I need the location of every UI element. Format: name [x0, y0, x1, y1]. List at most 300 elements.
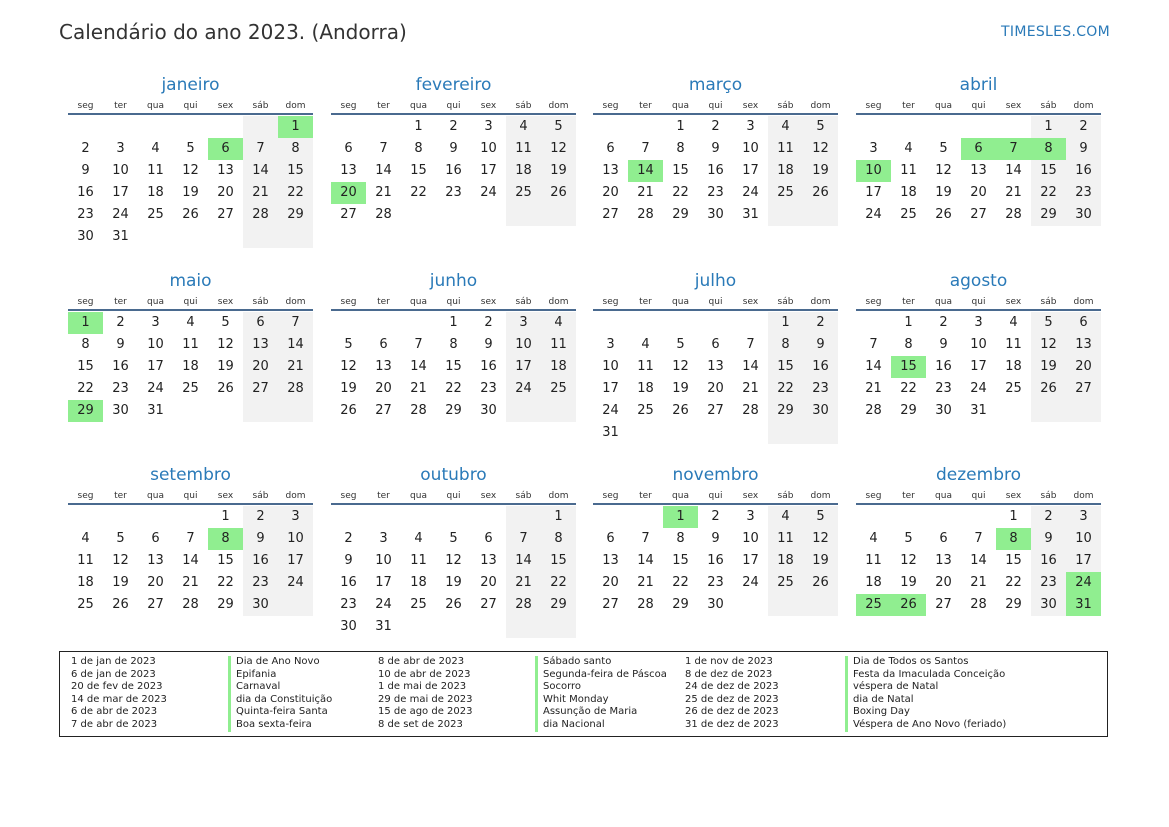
weekday-label: qui: [971, 297, 986, 307]
legend-entry: 29 de mai de 2023: [378, 693, 473, 705]
day-cell: 17: [506, 356, 541, 378]
day-cell: 26: [340, 403, 357, 418]
day-cell: 7: [243, 138, 278, 160]
day-cell: 11: [900, 163, 917, 178]
day-cell: 1: [676, 119, 685, 134]
legend-entry: 1 de nov de 2023: [685, 656, 773, 667]
day-cell: 26: [803, 182, 838, 204]
empty-cell: [243, 226, 278, 248]
day-cell: 28: [375, 207, 392, 222]
day-cell: 26: [935, 207, 952, 222]
weekday-label: ter: [114, 491, 127, 501]
day-cell: 29: [217, 597, 234, 612]
day-cell: 14: [243, 160, 278, 182]
day-cell: 5: [904, 531, 913, 546]
holiday-day-cell: 26: [891, 594, 926, 616]
weekday-label: qua: [935, 101, 952, 111]
weekday-label: dom: [285, 297, 306, 307]
empty-cell: [471, 616, 506, 638]
day-cell: 18: [147, 185, 164, 200]
empty-cell: [628, 422, 663, 444]
holiday-day-cell: 25: [856, 594, 891, 616]
day-cell: 8: [81, 337, 90, 352]
weekday-label: ter: [902, 101, 915, 111]
day-cell: 29: [768, 400, 803, 422]
day-cell: 13: [970, 163, 987, 178]
header-divider: [331, 113, 576, 115]
day-cell: 15: [672, 163, 689, 178]
weekday-label: sex: [480, 297, 497, 307]
weekday-label: qui: [708, 491, 723, 501]
legend-entry: 8 de dez de 2023: [685, 668, 773, 680]
day-cell: 7: [186, 531, 195, 546]
day-cell: 7: [379, 141, 388, 156]
day-cell: 1: [541, 506, 576, 528]
weekday-header: [331, 295, 576, 309]
empty-cell: [628, 312, 663, 334]
weekday-label: qua: [672, 297, 689, 307]
legend-entry: 7 de abr de 2023: [71, 718, 158, 730]
day-cell: 12: [900, 553, 917, 568]
day-cell: 6: [484, 531, 493, 546]
holiday-day-cell: 15: [891, 356, 926, 378]
empty-cell: [856, 312, 891, 334]
legend-names-col2: [535, 656, 685, 736]
day-cell: 12: [935, 163, 952, 178]
day-cell: 1: [221, 509, 230, 524]
empty-cell: [68, 506, 103, 528]
day-cell: 14: [410, 359, 427, 374]
day-cell: 29: [1005, 597, 1022, 612]
day-cell: 9: [1031, 528, 1066, 550]
weekday-label: qui: [446, 101, 461, 111]
day-cell: 2: [1031, 506, 1066, 528]
empty-cell: [331, 312, 366, 334]
day-cell: 15: [445, 359, 462, 374]
day-cell: 19: [803, 160, 838, 182]
day-cell: 21: [278, 356, 313, 378]
day-cell: 21: [506, 572, 541, 594]
day-cell: 26: [1031, 378, 1066, 400]
day-cell: 3: [746, 509, 755, 524]
day-cell: 3: [606, 337, 615, 352]
day-cell: 10: [375, 553, 392, 568]
empty-cell: [506, 616, 541, 638]
brand-link[interactable]: TIMESLES.COM: [1001, 24, 1110, 40]
day-cell: 7: [641, 531, 650, 546]
weekday-label: sex: [217, 297, 234, 307]
legend-entry: 8 de set de 2023: [378, 718, 463, 730]
weekday-label: dom: [1073, 297, 1094, 307]
weekday-label: qua: [935, 491, 952, 501]
day-cell: 19: [900, 575, 917, 590]
month-name: dezembro: [936, 465, 1021, 485]
day-cell: 17: [742, 163, 759, 178]
day-cell: 22: [768, 378, 803, 400]
day-cell: 6: [606, 141, 615, 156]
weekday-label: ter: [902, 297, 915, 307]
days-grid: [856, 116, 1101, 226]
weekday-label: dom: [548, 101, 569, 111]
day-cell: 17: [278, 550, 313, 572]
weekday-header: [856, 295, 1101, 309]
day-cell: 20: [217, 185, 234, 200]
day-cell: 11: [410, 553, 427, 568]
header-divider: [593, 503, 838, 505]
day-cell: 2: [81, 141, 90, 156]
day-cell: 24: [375, 597, 392, 612]
weekday-label: qua: [410, 297, 427, 307]
day-cell: 12: [541, 138, 576, 160]
day-cell: 28: [970, 597, 987, 612]
day-cell: 5: [676, 337, 685, 352]
empty-cell: [961, 506, 996, 528]
weekday-label: sáb: [252, 297, 269, 307]
day-cell: 2: [116, 315, 125, 330]
day-cell: 27: [602, 597, 619, 612]
weekday-label: seg: [340, 101, 357, 111]
legend-entry: Véspera de Ano Novo (feriado): [845, 719, 1120, 732]
empty-cell: [768, 204, 803, 226]
day-cell: 31: [742, 207, 759, 222]
day-cell: 18: [182, 359, 199, 374]
weekday-header: [856, 489, 1101, 503]
day-cell: 8: [904, 337, 913, 352]
day-cell: 19: [340, 381, 357, 396]
month-name: novembro: [672, 465, 759, 485]
day-cell: 4: [641, 337, 650, 352]
day-cell: 19: [112, 575, 129, 590]
month-name: abril: [959, 75, 998, 95]
day-cell: 20: [707, 381, 724, 396]
legend-entry: 20 de fev de 2023: [71, 681, 163, 693]
day-cell: 10: [742, 531, 759, 546]
day-cell: 29: [672, 597, 689, 612]
day-cell: 5: [803, 116, 838, 138]
month-name: fevereiro: [415, 75, 492, 95]
day-cell: 20: [970, 185, 987, 200]
weekday-label: ter: [902, 491, 915, 501]
empty-cell: [243, 116, 278, 138]
day-cell: 5: [344, 337, 353, 352]
weekday-label: qua: [410, 491, 427, 501]
empty-cell: [506, 400, 541, 422]
days-grid: [593, 116, 838, 226]
weekday-label: qua: [147, 101, 164, 111]
day-cell: 2: [344, 531, 353, 546]
empty-cell: [803, 204, 838, 226]
month-novembro: [593, 464, 838, 616]
empty-cell: [891, 506, 926, 528]
weekday-label: seg: [602, 491, 619, 501]
header-divider: [856, 113, 1101, 115]
legend-names-col3: [845, 656, 1120, 736]
day-cell: 13: [340, 163, 357, 178]
day-cell: 22: [278, 182, 313, 204]
legend-dates-col2: [378, 656, 535, 736]
day-cell: 15: [541, 550, 576, 572]
empty-cell: [436, 204, 471, 226]
weekday-label: dom: [285, 101, 306, 111]
day-cell: 9: [803, 334, 838, 356]
day-cell: 12: [182, 163, 199, 178]
day-cell: 28: [637, 207, 654, 222]
day-cell: 20: [375, 381, 392, 396]
day-cell: 9: [243, 528, 278, 550]
day-cell: 3: [974, 315, 983, 330]
weekday-label: dom: [1073, 101, 1094, 111]
day-cell: 19: [182, 185, 199, 200]
day-cell: 9: [484, 337, 493, 352]
day-cell: 17: [112, 185, 129, 200]
days-grid: [593, 506, 838, 616]
day-cell: 16: [935, 359, 952, 374]
weekday-label: sex: [217, 101, 234, 111]
day-cell: 28: [182, 597, 199, 612]
day-cell: 7: [869, 337, 878, 352]
weekday-label: dom: [810, 297, 831, 307]
day-cell: 9: [939, 337, 948, 352]
header-divider: [68, 309, 313, 311]
weekday-label: sáb: [777, 297, 794, 307]
day-cell: 24: [865, 207, 882, 222]
empty-cell: [961, 116, 996, 138]
legend-names-col1: [228, 656, 378, 736]
day-cell: 2: [711, 509, 720, 524]
legend-entry: Sábado santo: [535, 656, 685, 669]
header-divider: [856, 309, 1101, 311]
day-cell: 13: [147, 553, 164, 568]
legend-entry: dia da Constituição: [228, 694, 378, 707]
day-cell: 24: [506, 378, 541, 400]
day-cell: 17: [742, 553, 759, 568]
legend-entry: 1 de mai de 2023: [378, 681, 467, 693]
day-cell: 6: [243, 312, 278, 334]
day-cell: 13: [1066, 334, 1101, 356]
day-cell: 25: [410, 597, 427, 612]
day-cell: 18: [410, 575, 427, 590]
day-cell: 2: [803, 312, 838, 334]
weekday-label: seg: [865, 101, 882, 111]
holiday-day-cell: 1: [68, 312, 103, 334]
day-cell: 4: [869, 531, 878, 546]
day-cell: 27: [1066, 378, 1101, 400]
day-cell: 11: [768, 138, 803, 160]
day-cell: 26: [445, 597, 462, 612]
empty-cell: [173, 400, 208, 422]
month-fevereiro: [331, 74, 576, 226]
day-cell: 10: [480, 141, 497, 156]
day-cell: 15: [410, 163, 427, 178]
weekday-label: ter: [377, 297, 390, 307]
day-cell: 21: [865, 381, 882, 396]
day-cell: 11: [147, 163, 164, 178]
empty-cell: [1031, 400, 1066, 422]
empty-cell: [926, 116, 961, 138]
days-grid: [856, 506, 1101, 616]
day-cell: 17: [375, 575, 392, 590]
holiday-day-cell: 8: [1031, 138, 1066, 160]
day-cell: 10: [506, 334, 541, 356]
legend-entry: 8 de abr de 2023: [378, 656, 465, 667]
day-cell: 17: [480, 163, 497, 178]
day-cell: 18: [900, 185, 917, 200]
weekday-label: sáb: [515, 491, 532, 501]
day-cell: 7: [414, 337, 423, 352]
day-cell: 16: [112, 359, 129, 374]
holiday-day-cell: 14: [628, 160, 663, 182]
empty-cell: [996, 116, 1031, 138]
day-cell: 27: [375, 403, 392, 418]
holiday-day-cell: 6: [208, 138, 243, 160]
empty-cell: [593, 116, 628, 138]
empty-cell: [401, 204, 436, 226]
day-cell: 18: [768, 160, 803, 182]
day-cell: 5: [221, 315, 230, 330]
legend-entry: Segunda-feira de Páscoa: [535, 669, 685, 682]
legend-entry: Assunção de Maria: [535, 706, 685, 719]
day-cell: 13: [243, 334, 278, 356]
legend-dates-col1: [71, 656, 228, 736]
weekday-label: qua: [147, 297, 164, 307]
weekday-header: [331, 99, 576, 113]
day-cell: 4: [151, 141, 160, 156]
day-cell: 13: [480, 553, 497, 568]
day-cell: 30: [243, 594, 278, 616]
day-cell: 14: [637, 553, 654, 568]
day-cell: 12: [340, 359, 357, 374]
holiday-day-cell: 10: [856, 160, 891, 182]
day-cell: 12: [803, 528, 838, 550]
weekday-label: dom: [1073, 491, 1094, 501]
day-cell: 17: [147, 359, 164, 374]
day-cell: 21: [742, 381, 759, 396]
day-cell: 26: [803, 572, 838, 594]
days-grid: [331, 506, 576, 638]
empty-cell: [628, 116, 663, 138]
empty-cell: [278, 594, 313, 616]
weekday-label: seg: [77, 101, 94, 111]
weekday-label: dom: [548, 297, 569, 307]
weekday-label: qui: [446, 297, 461, 307]
weekday-header: [68, 99, 313, 113]
day-cell: 15: [768, 356, 803, 378]
day-cell: 31: [602, 425, 619, 440]
day-cell: 3: [484, 119, 493, 134]
day-cell: 24: [602, 403, 619, 418]
empty-cell: [366, 312, 401, 334]
day-cell: 4: [186, 315, 195, 330]
legend-entry: véspera de Natal: [845, 681, 1120, 694]
weekday-label: sáb: [1040, 297, 1057, 307]
day-cell: 16: [707, 163, 724, 178]
day-cell: 12: [803, 138, 838, 160]
empty-cell: [173, 226, 208, 248]
day-cell: 4: [768, 116, 803, 138]
day-cell: 10: [278, 528, 313, 550]
day-cell: 21: [970, 575, 987, 590]
empty-cell: [173, 116, 208, 138]
day-cell: 14: [865, 359, 882, 374]
day-cell: 3: [1066, 506, 1101, 528]
day-cell: 5: [116, 531, 125, 546]
day-cell: 5: [1031, 312, 1066, 334]
month-name: agosto: [949, 271, 1008, 291]
day-cell: 25: [900, 207, 917, 222]
legend-entry: dia de Natal: [845, 694, 1120, 707]
weekday-label: seg: [340, 297, 357, 307]
empty-cell: [278, 226, 313, 248]
day-cell: 28: [742, 403, 759, 418]
legend-entry: 6 de abr de 2023: [71, 706, 158, 718]
empty-cell: [803, 594, 838, 616]
header-divider: [68, 503, 313, 505]
day-cell: 6: [379, 337, 388, 352]
day-cell: 16: [340, 575, 357, 590]
weekday-label: qua: [672, 491, 689, 501]
weekday-label: qui: [183, 297, 198, 307]
day-cell: 7: [746, 337, 755, 352]
day-cell: 3: [151, 315, 160, 330]
day-cell: 20: [480, 575, 497, 590]
month-name: outubro: [420, 465, 487, 485]
weekday-label: seg: [602, 297, 619, 307]
empty-cell: [803, 422, 838, 444]
holiday-day-cell: 8: [208, 528, 243, 550]
day-cell: 6: [1066, 312, 1101, 334]
header-divider: [593, 309, 838, 311]
day-cell: 12: [445, 553, 462, 568]
day-cell: 17: [970, 359, 987, 374]
day-cell: 4: [414, 531, 423, 546]
day-cell: 31: [112, 229, 129, 244]
legend-entry: 10 de abr de 2023: [378, 668, 471, 680]
legend-entry: 24 de dez de 2023: [685, 681, 779, 693]
month-outubro: [331, 464, 576, 638]
day-cell: 25: [1005, 381, 1022, 396]
day-cell: 23: [707, 575, 724, 590]
day-cell: 29: [541, 594, 576, 616]
day-cell: 7: [974, 531, 983, 546]
day-cell: 20: [935, 575, 952, 590]
days-grid: [68, 312, 313, 422]
weekday-header: [68, 489, 313, 503]
day-cell: 16: [480, 359, 497, 374]
day-cell: 21: [182, 575, 199, 590]
empty-cell: [401, 616, 436, 638]
weekday-label: qui: [708, 101, 723, 111]
day-cell: 11: [865, 553, 882, 568]
weekday-label: qua: [147, 491, 164, 501]
holiday-day-cell: 31: [1066, 594, 1101, 616]
day-cell: 30: [480, 403, 497, 418]
day-cell: 8: [414, 141, 423, 156]
day-cell: 22: [672, 185, 689, 200]
day-cell: 21: [637, 575, 654, 590]
day-cell: 12: [217, 337, 234, 352]
day-cell: 6: [151, 531, 160, 546]
day-cell: 23: [935, 381, 952, 396]
legend-entry: Boxing Day: [845, 706, 1120, 719]
day-cell: 22: [672, 575, 689, 590]
empty-cell: [628, 506, 663, 528]
empty-cell: [471, 506, 506, 528]
day-cell: 27: [340, 207, 357, 222]
day-cell: 28: [865, 403, 882, 418]
legend-entry: 31 de dez de 2023: [685, 718, 779, 730]
day-cell: 23: [707, 185, 724, 200]
empty-cell: [436, 506, 471, 528]
